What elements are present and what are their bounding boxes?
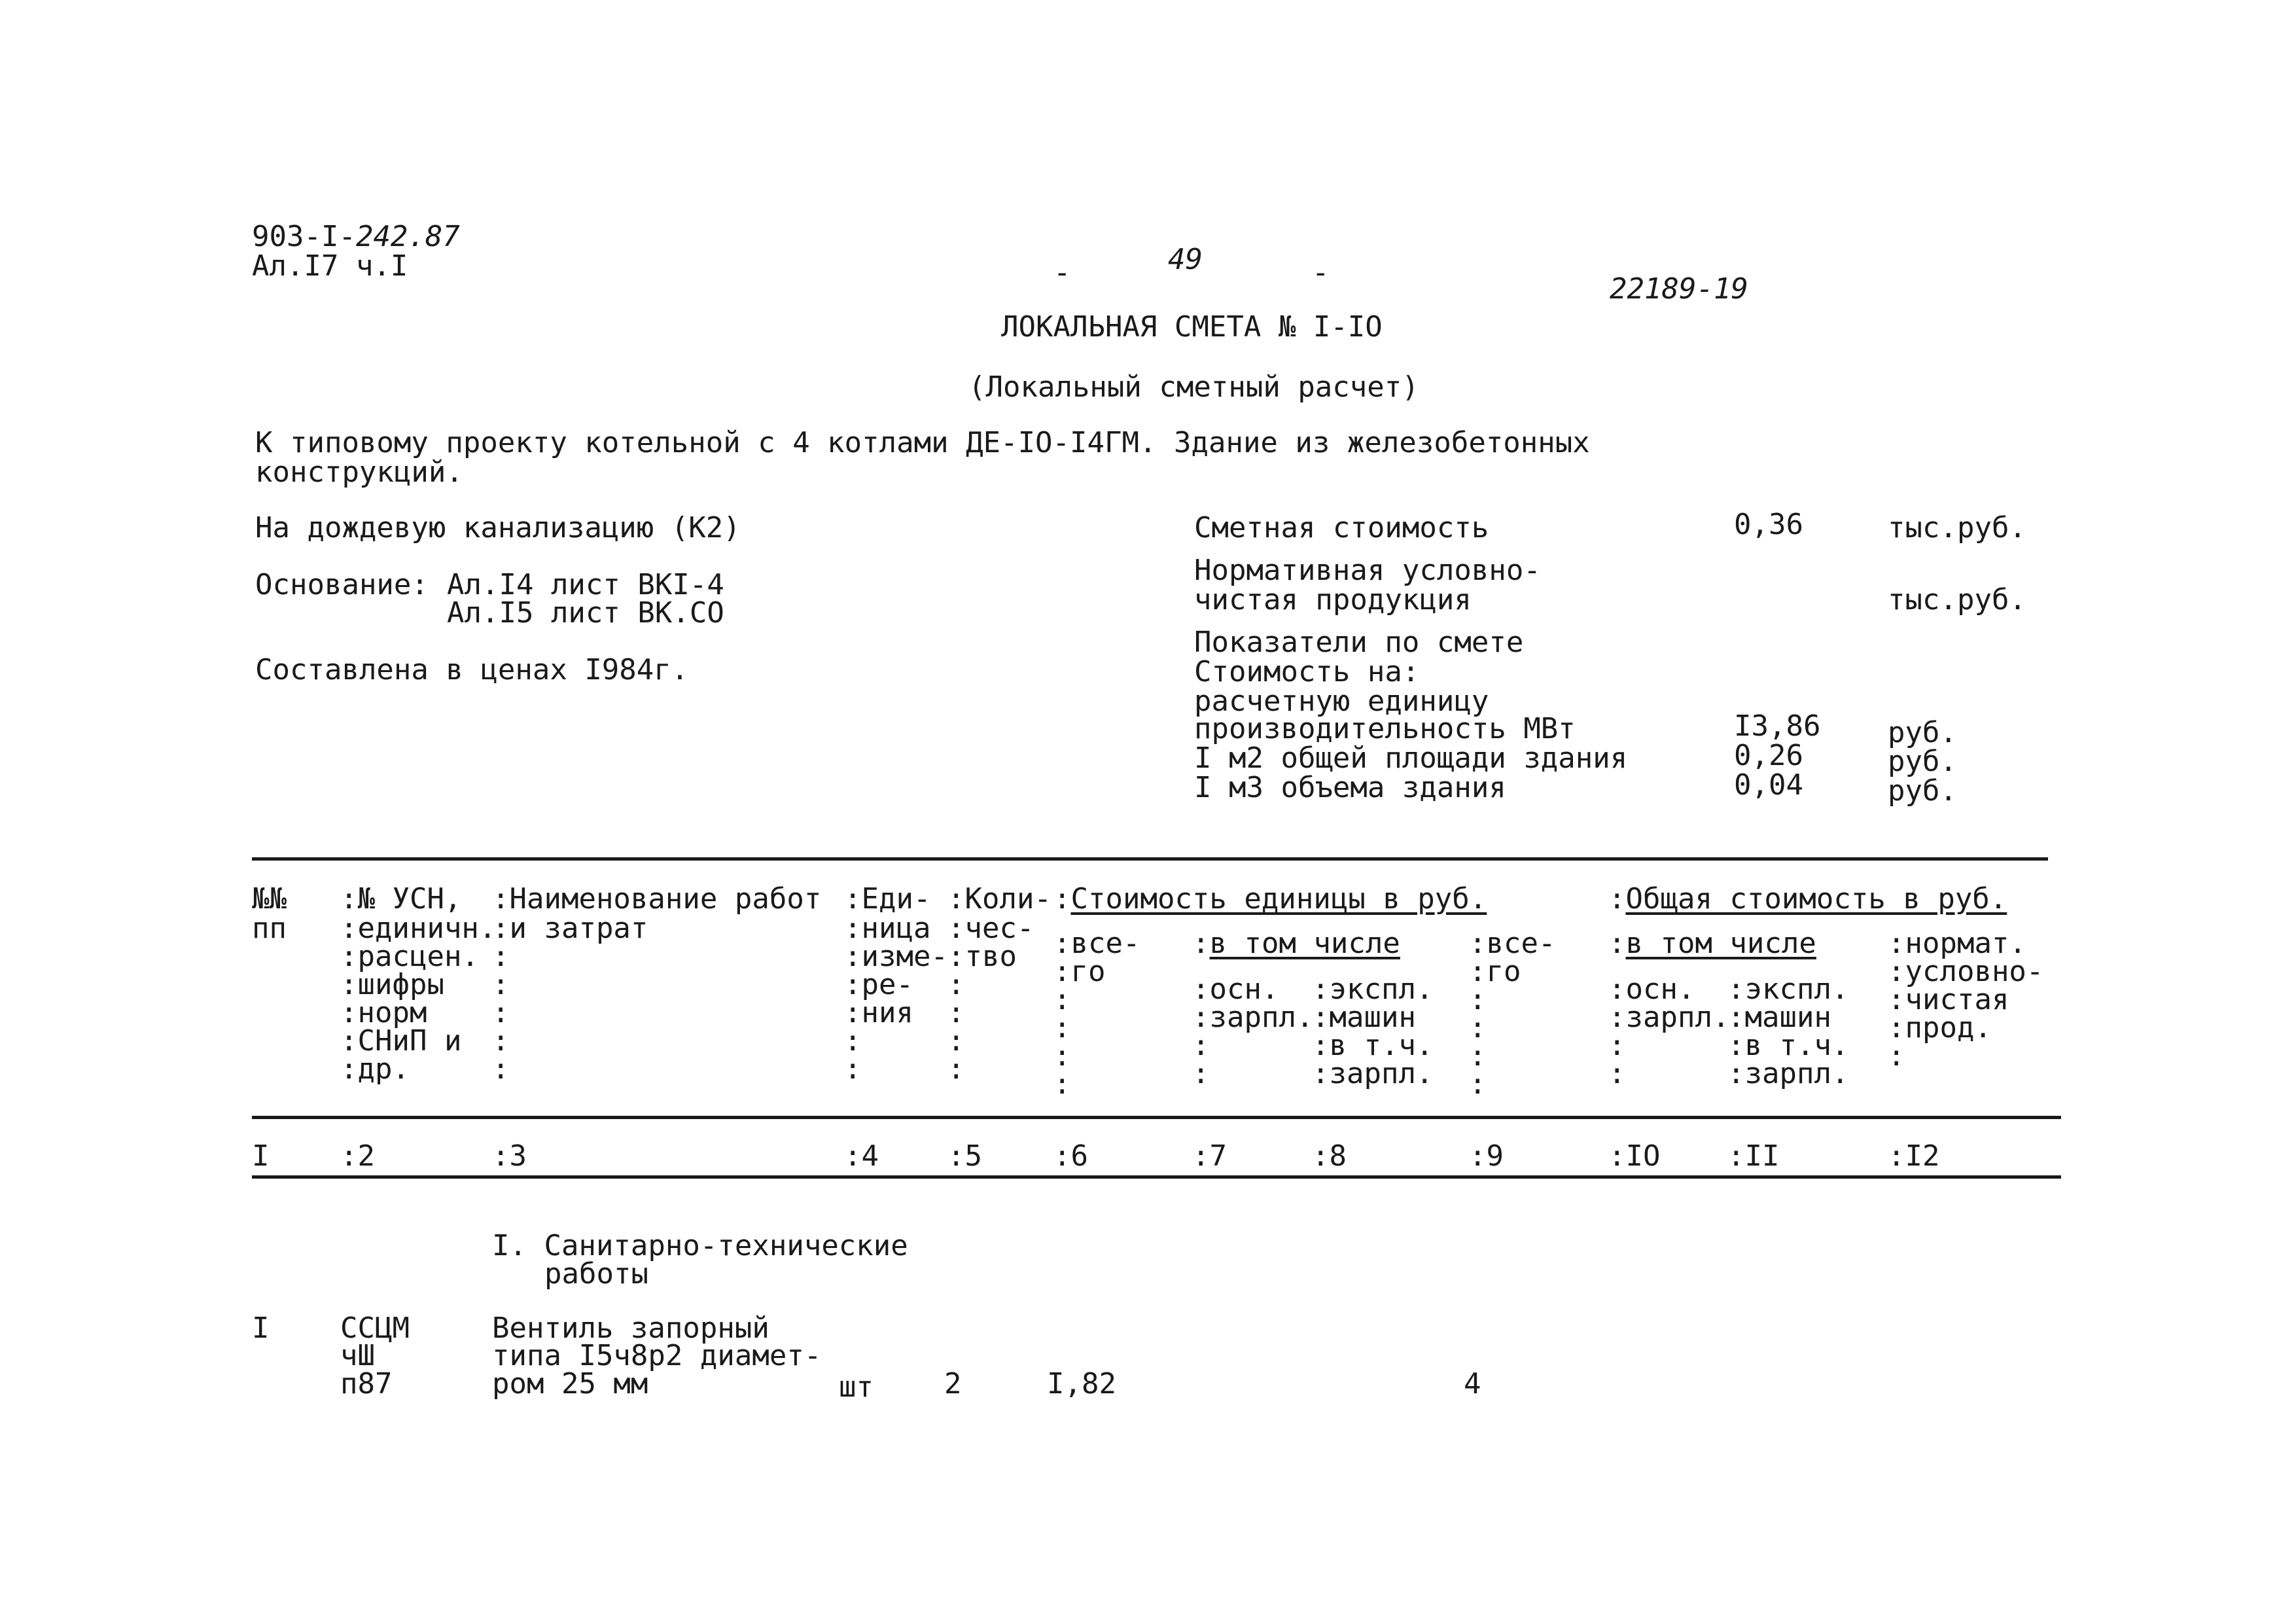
estimated-cost-label: Сметная стоимость xyxy=(1194,511,1489,544)
capacity-label: производительность МВт xyxy=(1194,712,1576,745)
normative-product-label-1: Нормативная условно- xyxy=(1194,554,1541,587)
area-value: 0,26 xyxy=(1734,739,1803,772)
col-12-line-1: :нормат. xyxy=(1888,927,2026,960)
total-cost-incl-label: в том числе xyxy=(1625,927,1816,960)
project-description-line-1: К типовому проекту котельной с 4 котлами ДЕ-IO-I4ГМ. Здание из железобетонных xyxy=(255,426,1590,459)
col-4-line-2: :ница xyxy=(844,912,931,945)
column-number-2: :2 xyxy=(340,1139,375,1173)
col-9-line-3: : xyxy=(1469,983,1487,1016)
column-number-7: :7 xyxy=(1192,1139,1227,1173)
column-numbers-rule xyxy=(252,1175,2061,1179)
col-4-line-7: : xyxy=(844,1052,862,1086)
normative-product-label-2: чистая продукция xyxy=(1194,583,1472,616)
col-8-line-1: :экспл. xyxy=(1312,972,1434,1006)
document-code xyxy=(252,220,460,253)
col-2-line-1: :№ УСН, xyxy=(340,882,462,916)
col-11-line-2: :машин xyxy=(1727,1001,1831,1034)
col-2-line-6: :СНиП и xyxy=(340,1024,462,1058)
basis-line-1: Ал.I4 лист ВКI-4 xyxy=(447,568,724,601)
col-3-line-3: : xyxy=(492,940,510,973)
column-number-9: :9 xyxy=(1469,1139,1504,1173)
col-10-line-4: : xyxy=(1608,1057,1626,1090)
col-4-line-1: :Еди- xyxy=(844,882,931,916)
col-11-line-4: :зарпл. xyxy=(1727,1057,1849,1090)
col-9-line-1: :все- xyxy=(1469,927,1556,960)
col-11-line-1: :экспл. xyxy=(1727,972,1849,1006)
col-7-line-2: :зарпл. xyxy=(1192,1001,1314,1034)
row-code-line-3: п87 xyxy=(340,1367,393,1400)
col-9-line-2: :го xyxy=(1469,955,1521,988)
table-top-rule xyxy=(252,857,2048,861)
column-number-4: :4 xyxy=(844,1139,879,1173)
unit-cost-incl-label: в том числе xyxy=(1209,927,1400,960)
volume-unit: руб. xyxy=(1888,774,1957,808)
col-10-line-2: :зарпл. xyxy=(1608,1001,1730,1034)
col-6-line-6: : xyxy=(1053,1067,1071,1101)
volume-value: 0,04 xyxy=(1734,768,1803,802)
col-7-line-4: : xyxy=(1192,1057,1210,1090)
document-subtitle: (Локальный сметный расчет) xyxy=(968,370,1419,404)
unit-cost-incl: :в том числе xyxy=(1192,927,1400,960)
column-number-6: :6 xyxy=(1053,1139,1088,1173)
column-number-1: I xyxy=(252,1139,270,1173)
col-5-line-1: :Коли- xyxy=(947,882,1051,916)
unit-cost-group-label: Стоимость единицы в руб. xyxy=(1070,882,1487,916)
row-quantity: 2 xyxy=(944,1367,962,1400)
column-number-3: :3 xyxy=(492,1139,527,1173)
col-5-line-4: : xyxy=(947,968,965,1001)
col-6-line-2: :го xyxy=(1053,955,1106,988)
col-2-line-5: :норм xyxy=(340,996,427,1029)
col-2-line-4: :шифры xyxy=(340,968,444,1001)
col-2-line-7: :др. xyxy=(340,1052,410,1086)
col-7-line-1: :осн. xyxy=(1192,972,1279,1006)
col-9-line-6: : xyxy=(1469,1067,1487,1101)
normative-product-unit: тыс.руб. xyxy=(1888,583,2026,616)
column-number-11: :II xyxy=(1727,1139,1780,1173)
col-4-line-3: :изме- xyxy=(844,940,948,973)
col-1-line-1: №№ xyxy=(252,882,287,916)
page-dash-right: - xyxy=(1312,256,1330,289)
col-1-line-2: пп xyxy=(252,912,287,945)
total-cost-group-label: Общая стоимость в руб. xyxy=(1625,882,2007,916)
document-code-prefix: 903-I- xyxy=(252,220,356,253)
section-title-line-2: работы xyxy=(544,1257,648,1291)
col-10-line-1: :осн. xyxy=(1608,972,1695,1006)
col-11-line-3: :в т.ч. xyxy=(1727,1029,1849,1062)
col-12-line-5: : xyxy=(1888,1039,1905,1073)
page-dash-left: - xyxy=(1053,256,1071,289)
col-5-line-3: :тво xyxy=(947,940,1017,973)
col-3-line-5: : xyxy=(492,996,510,1029)
col-8-line-3: :в т.ч. xyxy=(1312,1029,1434,1062)
col-2-line-2: :единичн. xyxy=(340,912,497,945)
col-4-line-5: :ния xyxy=(844,996,913,1029)
col-3-line-1: :Наименование работ xyxy=(492,882,822,916)
column-number-12: :I2 xyxy=(1888,1139,1940,1173)
col-3-line-2: :и затрат xyxy=(492,912,648,945)
col-4-line-4: :ре- xyxy=(844,968,913,1001)
column-number-5: :5 xyxy=(947,1139,982,1173)
row-name-line-1: Вентиль запорный xyxy=(492,1311,769,1345)
volume-label: I м3 объема здания xyxy=(1194,771,1506,804)
col-2-line-3: :расцен. xyxy=(340,940,479,973)
col-5-line-7: : xyxy=(947,1052,965,1086)
document-code-handwritten: 242.87 xyxy=(355,220,460,253)
unit-cost-group: :Стоимость единицы в руб. xyxy=(1053,882,1487,916)
col-10-line-3: : xyxy=(1608,1029,1626,1062)
row-total: 4 xyxy=(1464,1367,1481,1400)
estimated-cost-value: 0,36 xyxy=(1734,508,1803,541)
area-unit: руб. xyxy=(1888,745,1957,778)
total-cost-incl: :в том числе xyxy=(1608,927,1816,960)
registration-number: 22189-19 xyxy=(1610,272,1748,306)
estimated-cost-unit: тыс.руб. xyxy=(1888,511,2026,544)
col-5-line-6: : xyxy=(947,1024,965,1058)
cost-per-label: Стоимость на: xyxy=(1194,655,1420,688)
col-3-line-4: : xyxy=(492,968,510,1001)
column-number-8: :8 xyxy=(1312,1139,1347,1173)
indicators-label: Показатели по смете xyxy=(1194,626,1524,659)
col-9-line-4: : xyxy=(1469,1011,1487,1044)
design-unit-label: расчетную единицу xyxy=(1194,685,1489,718)
col-8-line-4: :зарпл. xyxy=(1312,1057,1434,1090)
col-12-line-2: :условно- xyxy=(1888,955,2044,988)
col-12-line-4: :прод. xyxy=(1888,1011,1992,1044)
row-name-line-2: типа I5ч8р2 диамет- xyxy=(492,1339,822,1372)
row-code-line-2: чШ xyxy=(340,1339,375,1372)
project-description-line-2: конструкций. xyxy=(255,455,463,489)
column-number-10: :IO xyxy=(1608,1139,1661,1173)
basis-label: Основание: xyxy=(255,568,429,601)
col-7-line-3: : xyxy=(1192,1029,1210,1062)
col-9-line-5: : xyxy=(1469,1039,1487,1073)
col-3-line-6: : xyxy=(492,1024,510,1058)
estimate-subject: На дождевую канализацию (К2) xyxy=(255,511,741,544)
col-6-line-1: :все- xyxy=(1053,927,1140,960)
col-6-line-4: : xyxy=(1053,1011,1071,1044)
col-3-line-7: : xyxy=(492,1052,510,1086)
col-4-line-6: : xyxy=(844,1024,862,1058)
col-6-line-5: : xyxy=(1053,1039,1071,1073)
album-reference: Ал.I7 ч.I xyxy=(252,249,408,283)
col-5-line-5: : xyxy=(947,996,965,1029)
row-unit: шт xyxy=(839,1370,874,1404)
col-6-line-3: : xyxy=(1053,983,1071,1016)
row-unit-total: I,82 xyxy=(1047,1367,1116,1400)
total-cost-group: :Общая стоимость в руб. xyxy=(1608,882,2007,916)
row-number: I xyxy=(252,1311,270,1345)
row-code-line-1: ССЦМ xyxy=(340,1311,410,1345)
col-5-line-2: :чес- xyxy=(947,912,1034,945)
table-header-rule xyxy=(252,1116,2061,1119)
area-label: I м2 общей площади здания xyxy=(1194,741,1628,775)
basis-line-2: Ал.I5 лист ВК.СО xyxy=(447,596,724,630)
price-level: Составлена в ценах I984г. xyxy=(255,653,689,687)
document-title: ЛОКАЛЬНАЯ СМЕТА № I-IO xyxy=(1001,310,1383,344)
row-name-line-3: ром 25 мм xyxy=(492,1367,648,1400)
capacity-unit: руб. xyxy=(1888,716,1957,749)
capacity-value: I3,86 xyxy=(1734,709,1821,743)
col-12-line-3: :чистая xyxy=(1888,983,2009,1016)
page-number: 49 xyxy=(1168,243,1203,276)
section-title-line-1: I. Санитарно-технические xyxy=(492,1229,908,1262)
col-8-line-2: :машин xyxy=(1312,1001,1416,1034)
